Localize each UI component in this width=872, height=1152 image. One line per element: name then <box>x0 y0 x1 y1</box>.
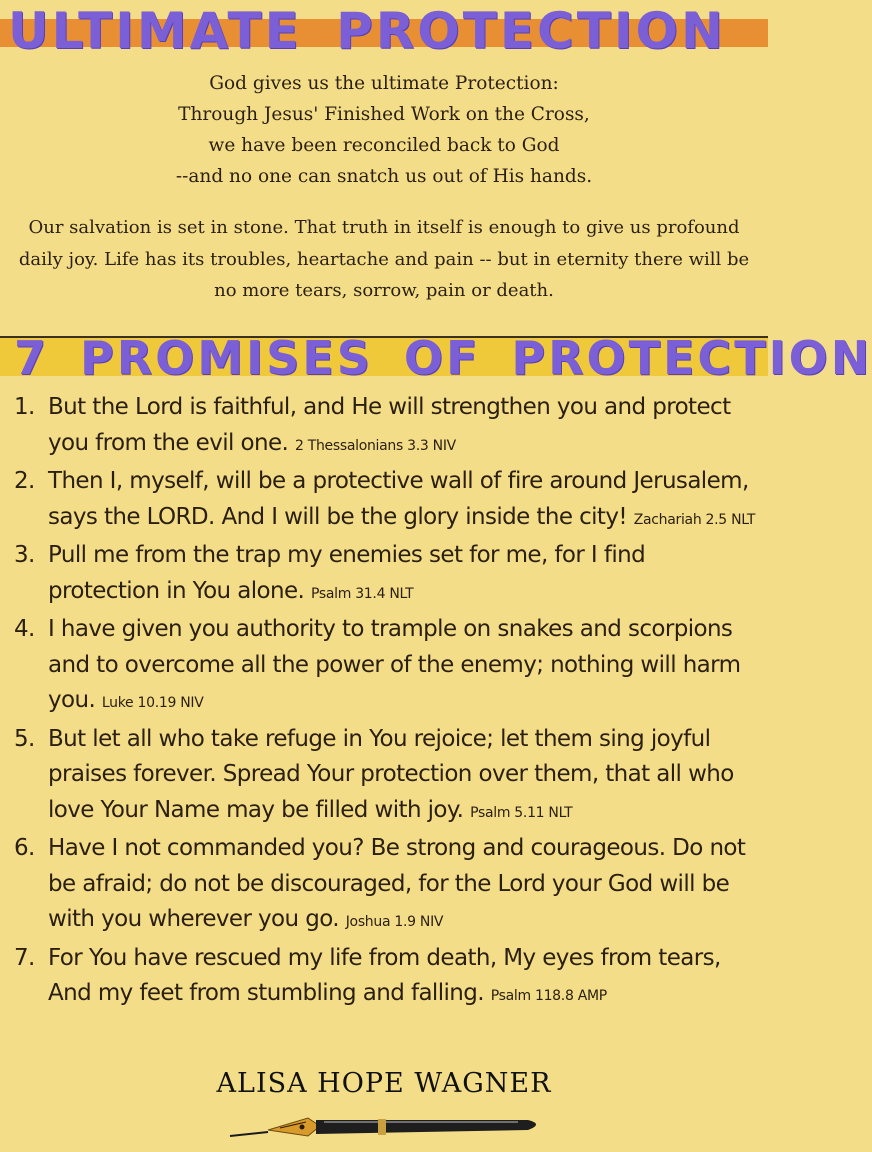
promise-item <box>14 941 762 1015</box>
scripture-reference: Psalm 31.4 NLT <box>310 585 414 602</box>
promise-number: 1. <box>14 394 35 420</box>
intro-line: God gives us the ultimate Protection: <box>209 73 559 94</box>
promise-number: 3. <box>14 542 35 568</box>
fountain-pen-icon <box>228 1106 548 1142</box>
promise-item <box>14 831 762 941</box>
intro-line: Through Jesus' Finished Work on the Cross, <box>178 104 590 125</box>
promise-item <box>14 538 762 612</box>
section-title: 7 PROMISES OF PROTECTION <box>14 331 872 385</box>
promise-text: I have given you authority to trample on snakes and scorpions and to overcome all the power of the enemy; nothing will harm you. <box>48 616 741 713</box>
promise-item <box>14 722 762 832</box>
promise-item <box>14 612 762 722</box>
section-banner <box>0 331 872 385</box>
promise-text: Pull me from the trap my enemies set for me, for I find protection in You alone. <box>48 542 646 604</box>
promise-item <box>14 390 762 464</box>
promise-number: 4. <box>14 616 35 642</box>
intro-lines <box>0 68 768 192</box>
scripture-reference: Psalm 5.11 NLT <box>470 804 573 821</box>
intro-line: we have been reconciled back to God <box>208 135 560 156</box>
promise-number: 7. <box>14 944 35 971</box>
scripture-reference: Zachariah 2.5 NLT <box>633 511 756 528</box>
page-title: ULTIMATE PROTECTION <box>8 2 726 60</box>
author-name: ALISA HOPE WAGNER <box>216 1068 552 1099</box>
promise-text: But let all who take refuge in You rejoice; let them sing joyful praises forever. Spread Your protection over them, that all who love Your Name may be filled with joy. <box>48 725 734 823</box>
promise-list <box>14 390 762 1015</box>
promise-number: 6. <box>14 835 35 861</box>
scripture-reference: Luke 10.19 NIV <box>101 695 204 711</box>
scripture-reference: 2 Thessalonians 3.3 NIV <box>294 437 456 454</box>
header-banner <box>0 0 768 62</box>
scripture-reference: Joshua 1.9 NIV <box>345 914 444 930</box>
promise-number: 2. <box>14 468 35 494</box>
promise-text: Have I not commanded you? Be strong and courageous. Do not be afraid; do not be discouraged, for the Lord your God will be with you wherever you go. <box>48 835 746 932</box>
intro-line: --and no one can snatch us out of His hands. <box>175 166 593 187</box>
scripture-reference: Psalm 118.8 AMP <box>490 988 607 1004</box>
promise-text: But the Lord is faithful, and He will strengthen you and protect you from the evil one. <box>48 394 731 456</box>
intro-paragraph: Our salvation is set in stone. That truth in itself is enough to give us profound daily joy. Life has its troubles, heartache and pain -- but in eternity there will be no more tears, sorrow, pain or death. <box>18 217 750 301</box>
promise-item <box>14 464 762 538</box>
promise-text: Then I, myself, will be a protective wall of fire around Jerusalem, says the LORD. And I will be the glory inside the city! <box>48 468 749 530</box>
promise-number: 5. <box>14 725 35 752</box>
promise-text: For You have rescued my life from death, My eyes from tears, And my feet from stumbling and falling. <box>48 944 721 1006</box>
